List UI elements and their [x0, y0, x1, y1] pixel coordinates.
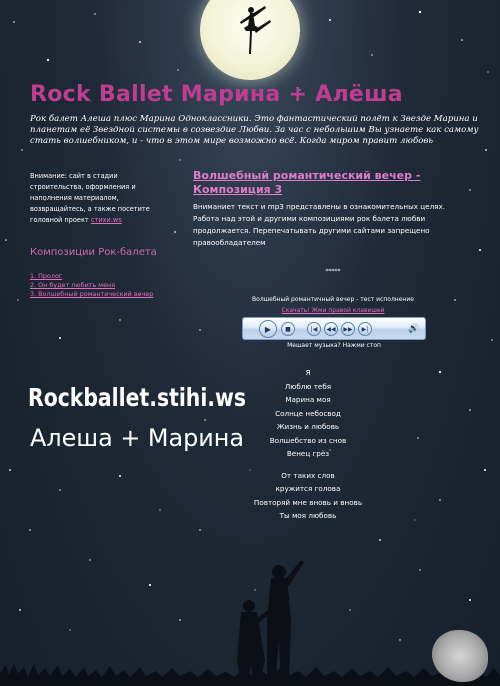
logo-bottom-text: Алеша + Марина — [30, 424, 244, 452]
lyrics-line: Я — [305, 368, 311, 377]
couple-silhouette — [215, 560, 325, 686]
tagline: Рок балет Алеша плюс Марина Одноклассники. Это фантастический полёт к Звезде Марина и планетам её Звездной системы в созвездие Любви. За час с небольшим Вы узнаете как самому стать волшебником, и - что в этом мире возможно всё. Когда миром правит любовь — [30, 114, 479, 146]
divider: ***** — [325, 268, 341, 275]
stop-icon[interactable]: ■ — [281, 322, 295, 336]
lyrics-line: Жизнь и любовь — [276, 422, 340, 431]
composition-item — [30, 272, 190, 281]
composition-link-2[interactable]: 2. Он будет любить меня — [30, 281, 116, 289]
construction-notice — [30, 171, 170, 226]
previous-icon[interactable]: |◀ — [307, 322, 321, 336]
lyrics — [218, 366, 398, 523]
compositions-list — [30, 272, 190, 299]
download-link[interactable]: Скачать! Жми правой клавишей — [281, 307, 385, 314]
compositions-heading: Композиции Рок-балета — [30, 247, 157, 258]
mute-hint: Мешает музыка? Нажми стоп — [287, 342, 381, 349]
composition-item — [30, 290, 190, 299]
lyrics-line: От таких слов — [281, 470, 335, 480]
lyrics-gap — [218, 461, 398, 469]
profile-badge — [432, 630, 488, 682]
rockballet-logo — [28, 376, 250, 458]
composition-item — [30, 281, 190, 290]
fast-forward-icon[interactable]: ▶▶ — [341, 322, 355, 336]
composition-link-prologue[interactable]: 1. Пролог — [30, 272, 63, 280]
main-project-link[interactable]: стихи.ws — [90, 216, 122, 224]
page-title: Rock Ballet Марина + Алёша — [30, 82, 403, 107]
audio-player — [242, 317, 426, 340]
song-description: Вниманиет текст и mp3 представлены в ознакомительных целях. Работа над этой и другими композициями рок балета любви продолжается. Перепечатывать другими сайтами запрещено правообладателем — [193, 202, 446, 247]
play-icon[interactable]: ▶ — [259, 320, 277, 338]
lyrics-line: Ты моя любовь — [279, 511, 337, 520]
volume-icon[interactable]: 🔊 — [408, 324, 420, 334]
ballerina-silhouette-icon — [228, 2, 272, 62]
song-title: Волшебный романтический вечер - Композиция 3 — [193, 169, 421, 196]
next-icon[interactable]: ▶| — [358, 322, 372, 336]
notice-text: Внимание: сайт в стадии строительства, оформления и наполнения материалом, возвращайтесь, а также посетите головной проект — [30, 172, 150, 224]
rewind-icon[interactable]: ◀◀ — [324, 322, 338, 336]
lyrics-line: Повторяй мне вновь и вновь — [253, 497, 363, 507]
lyrics-line: кружится голова — [275, 484, 341, 493]
lyrics-line: Венец грёз — [286, 449, 330, 458]
lyrics-line: Марина моя — [285, 395, 331, 404]
lyrics-line: Волшебство из снов — [269, 435, 347, 445]
logo-top-text: Rockballet.stihi.ws — [28, 383, 246, 412]
composition-link-3[interactable]: 3. Волшебный романтический вечер — [30, 290, 154, 298]
player-caption: Волшебный романтичный вечер - тест исполнение — [252, 296, 414, 303]
lyrics-line: Солнце небосвод — [275, 408, 341, 418]
lyrics-line: Люблю тебя — [284, 381, 332, 391]
